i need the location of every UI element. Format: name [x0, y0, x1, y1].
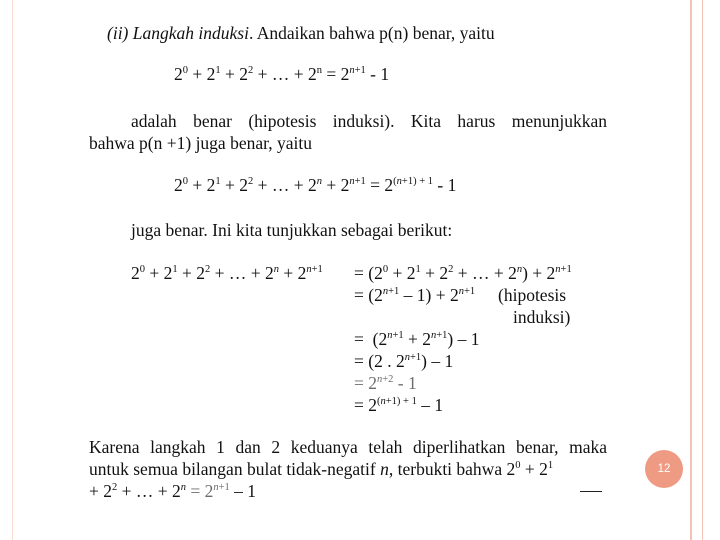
derivation-step-4: = (2 . $2^{n+1}) - 1$ — [354, 351, 454, 371]
derivation-lhs: $2^0 + 2^1 + 2^2$ + … + $2^n + 2^{n+1}$ — [131, 263, 323, 283]
step-heading — [107, 23, 495, 43]
step-heading-label: (ii) Langkah induksi — [107, 23, 249, 43]
paragraph-2: juga benar. Ini kita tunjukkan sebagai berikut: — [131, 220, 453, 240]
step-heading-text: . Andaikan bahwa p(n) benar, yaitu — [248, 23, 495, 43]
equation-hypothesis: $2^0 + 2^1 + 2^2$ + … + $2^n = 2^{n+1} - 1$ — [174, 64, 390, 84]
conclusion-variable-n: n — [380, 459, 389, 479]
conclusion-line-1: Karena langkah 1 dan 2 keduanya telah diperlihatkan benar, maka — [89, 437, 607, 457]
derivation-step-2: = $(2^{n+1} - 1) + 2^{n+1}$ — [354, 285, 476, 305]
conclusion-line-2: untuk semua bilangan bulat tidak-negatif n, terbukti bahwa $2^0 + 2^1$ — [89, 459, 554, 479]
paragraph-1-line-2: bahwa p(n +1) juga benar, yaitu — [89, 133, 312, 153]
hypothesis-annotation-line-1: (hipotesis — [498, 285, 567, 305]
conclusion-line-2-end: , terbukti bahwa — [388, 459, 507, 479]
conclusion-line-2-start: untuk semua bilangan bulat tidak-negatif — [89, 459, 381, 479]
left-border-line — [12, 0, 13, 540]
derivation-step-6: = $2^{(n+1) + 1} - 1$ — [354, 395, 444, 415]
derivation-step-1: = ($2^0 + 2^1 + 2^2$ + … + $2^n) + 2^{n+1}$ — [354, 263, 572, 283]
right-border-line — [690, 0, 692, 540]
paragraph-1-line-1: adalah benar (hipotesis induksi). Kita harus menunjukkan — [131, 111, 607, 131]
conclusion-formula: + $2^2$ + … + $2^n = 2^{n+1} - 1$ — [89, 481, 257, 501]
derivation-step-5: = $2^{n+2} - 1$ — [354, 373, 417, 393]
qed-mark — [580, 491, 602, 492]
hypothesis-annotation-line-2: induksi) — [513, 307, 571, 327]
derivation-step-3: = $(2^{n+1} + 2^{n+1}) - 1$ — [354, 329, 480, 349]
equation-to-prove: $2^0 + 2^1 + 2^2$ + … + $2^n + 2^{n+1} = 2^{(n+1) + 1} - 1$ — [174, 175, 457, 195]
right-border-line-inner — [702, 0, 703, 540]
page-number-badge: 12 — [645, 450, 683, 488]
